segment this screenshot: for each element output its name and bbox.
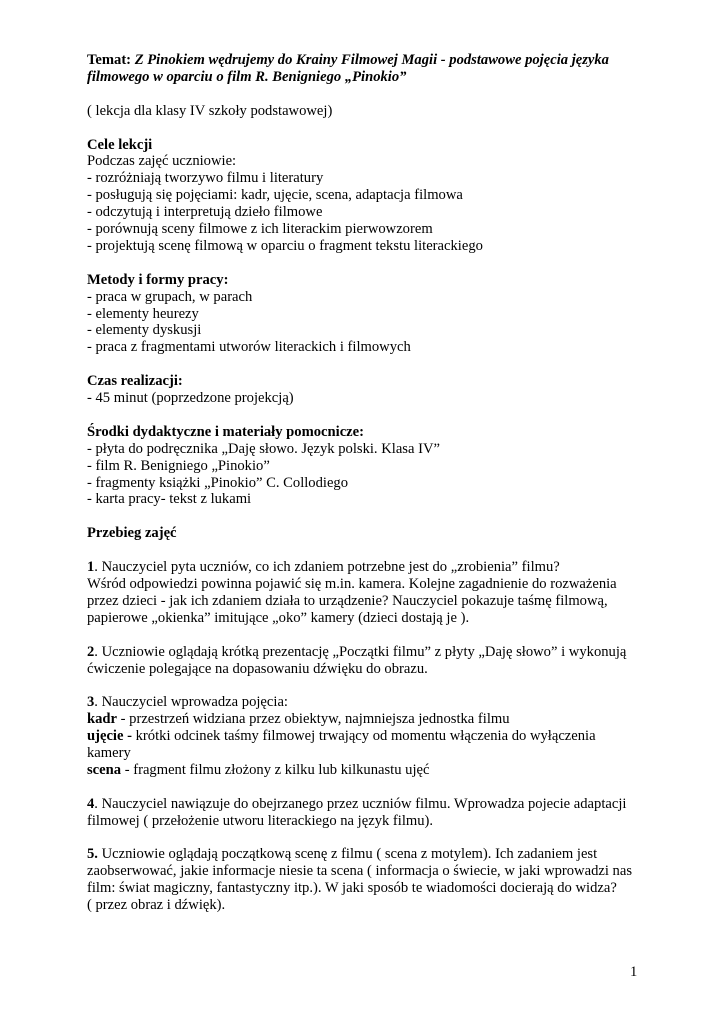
goals-heading: Cele lekcji (87, 136, 153, 153)
step-4-line-1: 4. Nauczyciel nawiązuje do obejrzanego przez uczniów filmu. Wprowadza pojecie adaptacji (87, 795, 627, 812)
topic-title-2: filmowego w oparciu o film R. Benigniego „Pinokio” (87, 68, 407, 85)
duration-value: - 45 minut (poprzedzone projekcją) (87, 390, 294, 407)
term-ujecie: ujęcie - krótki odcinek taśmy filmowej trwający od momentu włączenia do wyłączenia (87, 728, 596, 745)
material-item: - płyta do podręcznika „Daję słowo. Język polski. Klasa IV” (87, 440, 440, 457)
goal-item: - posługują się pojęciami: kadr, ujęcie, scena, adaptacja filmowa (87, 187, 463, 204)
topic-title-1: Z Pinokiem wędrujemy do Krainy Filmowej Magii - podstawowe pojęcia języka (134, 52, 609, 68)
audience-note: ( lekcja dla klasy IV szkoły podstawowej) (87, 102, 333, 119)
material-item: - film R. Benigniego „Pinokio” (87, 457, 270, 474)
document-page (87, 52, 647, 914)
step-5-line-1: 5. Uczniowie oglądają początkową scenę z filmu ( scena z motylem). Ich zadaniem jest (87, 846, 598, 863)
step-1-line-1: 1. Nauczyciel pyta uczniów, co ich zdaniem potrzebne jest do „zrobienia” filmu? (87, 559, 560, 576)
method-item: - elementy dyskusji (87, 322, 202, 339)
topic-line-1 (87, 52, 647, 69)
duration-heading: Czas realizacji: (87, 373, 183, 390)
step-number: 2 (87, 643, 95, 660)
step-2-line-1: 2. Uczniowie oglądają krótką prezentację „Początki filmu” z płyty „Daję słowo” i wykonują (87, 643, 627, 660)
step-number: 4 (87, 795, 95, 812)
step-3-intro: 3. Nauczyciel wprowadza pojęcia: (87, 694, 288, 711)
step-5-line: zaobserwować, jakie informacje niesie ta scena ( informacja o świecie, w jaki wprowadzi nas (87, 863, 633, 880)
goals-intro: Podczas zajęć uczniowie: (87, 153, 237, 170)
step-5-line: ( przez obraz i dźwięk). (87, 897, 226, 914)
material-item: - fragmenty książki „Pinokio” C. Collodiego (87, 474, 349, 491)
materials-heading: Środki dydaktyczne i materiały pomocnicze: (87, 423, 364, 440)
method-item: - praca z fragmentami utworów literackich i filmowych (87, 339, 411, 356)
method-item: - elementy heurezy (87, 305, 199, 322)
step-4-line: filmowej ( przełożenie utworu literackiego na język filmu). (87, 812, 434, 829)
material-item: - karta pracy- tekst z lukami (87, 491, 252, 508)
term-scena: scena - fragment filmu złożony z kilku lub kilkunastu ujęć (87, 761, 430, 778)
topic-label: Temat: (87, 52, 132, 68)
goal-item: - projektują scenę filmową w oparciu o fragment tekstu literackiego (87, 237, 483, 254)
step-2-line: ćwiczenie polegające na dopasowaniu dźwięku do obrazu. (87, 660, 428, 677)
step-number: 5. (87, 846, 98, 863)
goal-item: - odczytują i interpretują dzieło filmowe (87, 204, 323, 221)
step-1-line: Wśród odpowiedzi powinna pojawić się m.in. kamera. Kolejne zagadnienie do rozważenia (87, 575, 617, 592)
step-5-line: film: świat magiczny, fantastyczny itp.). W jaki sposób te wiadomości docierają do widza? (87, 880, 617, 897)
term-label: ujęcie - (87, 728, 132, 745)
term-ujecie-cont: kamery (87, 745, 131, 762)
step-number: 1 (87, 559, 95, 576)
term-kadr: kadr - przestrzeń widziana przez obiektyw, najmniejsza jednostka filmu (87, 711, 510, 728)
step-number: 3 (87, 694, 95, 711)
step-1-line: papierowe „okienka” imitujące „oko” kamery (dzieci dostają je ). (87, 609, 470, 626)
page-number: 1 (630, 964, 638, 980)
step-1-line: przez dzieci - jak ich zdaniem działa to urządzenie? Nauczyciel pokazuje taśmę filmową, (87, 592, 608, 609)
goal-item: - rozróżniają tworzywo filmu i literatury (87, 170, 324, 187)
course-heading: Przebieg zajęć (87, 525, 177, 542)
term-label: scena (87, 761, 122, 778)
method-item: - praca w grupach, w parach (87, 288, 253, 305)
goal-item: - porównują sceny filmowe z ich literackim pierwowzorem (87, 221, 433, 238)
term-label: kadr (87, 711, 118, 728)
methods-heading: Metody i formy pracy: (87, 271, 229, 288)
